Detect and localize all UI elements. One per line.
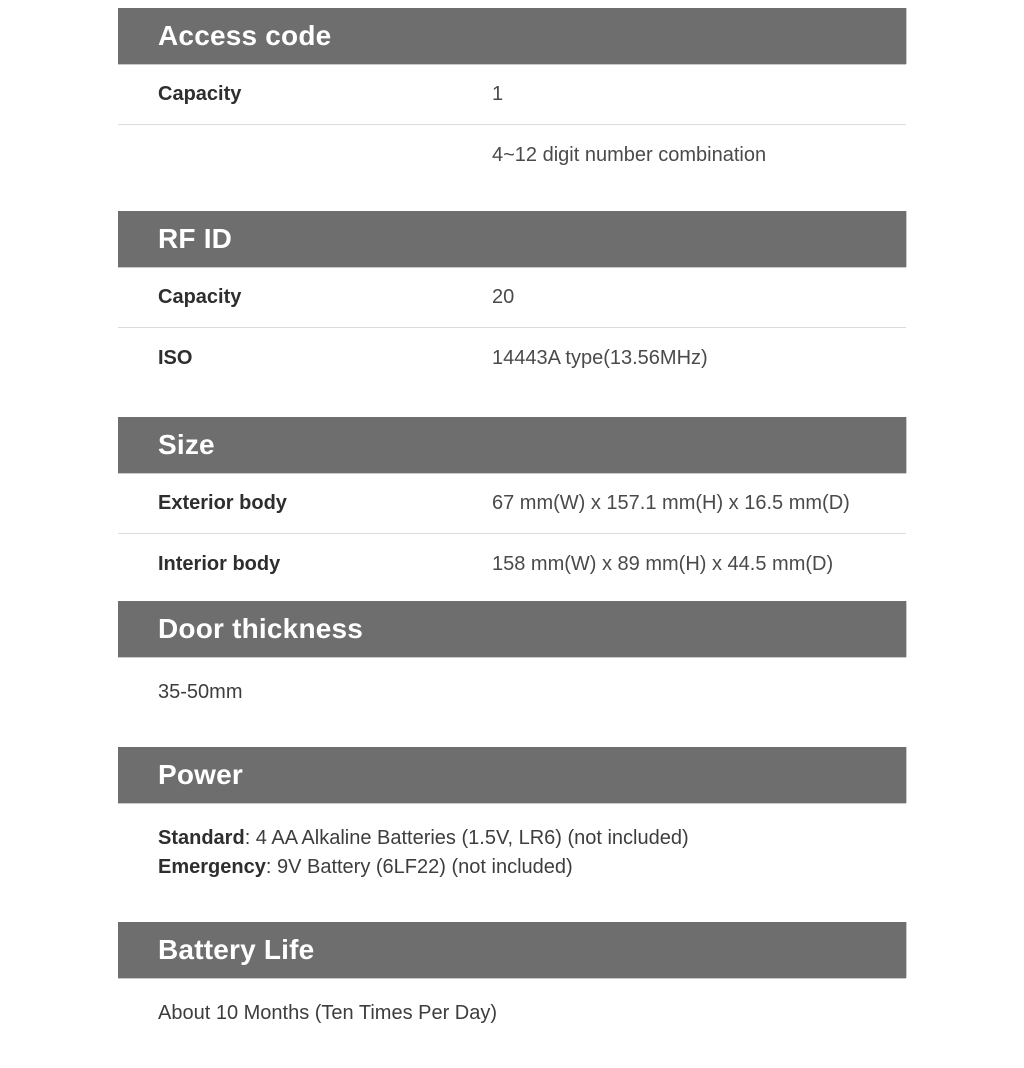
spec-row xyxy=(118,533,906,594)
spec-row-label: Exterior body xyxy=(158,491,287,514)
spec-row-value: 1 xyxy=(492,82,504,105)
section-text-body xyxy=(118,657,906,747)
spec-text-line xyxy=(158,824,906,853)
spec-text-line xyxy=(158,853,906,882)
spec-row xyxy=(118,327,906,388)
spec-text-bold: Emergency xyxy=(158,856,266,878)
spec-text-rest: : 9V Battery (6LF22) (not included) xyxy=(265,856,573,878)
section-rows xyxy=(118,64,906,185)
section-header-bar xyxy=(118,417,906,473)
spec-section xyxy=(118,211,906,388)
section-text-body xyxy=(118,803,906,922)
spec-row-value: 158 mm(W) x 89 mm(H) x 44.5 mm(D) xyxy=(492,552,834,575)
spec-row xyxy=(118,124,906,185)
spec-text-bold: Standard xyxy=(158,827,245,849)
section-title: Power xyxy=(158,759,244,790)
spec-text-line xyxy=(158,678,906,707)
spec-row-label: Capacity xyxy=(158,285,242,308)
spec-text-rest: About 10 Months (Ten Times Per Day) xyxy=(158,1002,498,1024)
section-title: RF ID xyxy=(158,223,233,254)
spec-row-label: Interior body xyxy=(158,552,281,575)
section-text-body xyxy=(118,978,906,1068)
section-title: Battery Life xyxy=(158,934,315,965)
section-title: Access code xyxy=(158,20,332,51)
spec-row-value: 14443A type(13.56MHz) xyxy=(492,346,708,369)
section-header-bar xyxy=(118,601,906,657)
spec-section xyxy=(118,8,906,185)
spec-row xyxy=(118,64,906,124)
section-header-bar xyxy=(118,211,906,267)
section-header-bar xyxy=(118,922,906,978)
spec-row xyxy=(118,267,906,327)
section-title: Size xyxy=(158,429,215,460)
section-title: Door thickness xyxy=(158,613,364,644)
spec-row-label: ISO xyxy=(158,346,193,369)
spec-row-label: Capacity xyxy=(158,82,242,105)
section-rows xyxy=(118,473,906,594)
spec-text-rest: : 4 AA Alkaline Batteries (1.5V, LR6) (not included) xyxy=(244,827,689,849)
spec-section xyxy=(118,747,906,922)
spec-section xyxy=(118,922,906,1068)
section-header-bar xyxy=(118,8,906,64)
spec-section xyxy=(118,601,906,747)
spec-section xyxy=(118,417,906,594)
spec-row-value: 67 mm(W) x 157.1 mm(H) x 16.5 mm(D) xyxy=(492,491,850,514)
section-header-bar xyxy=(118,747,906,803)
section-rows xyxy=(118,267,906,388)
spec-row-value: 4~12 digit number combination xyxy=(492,143,767,166)
spec-text-rest: 35-50mm xyxy=(158,681,243,703)
spec-row-value: 20 xyxy=(492,285,515,308)
spec-row xyxy=(118,473,906,533)
